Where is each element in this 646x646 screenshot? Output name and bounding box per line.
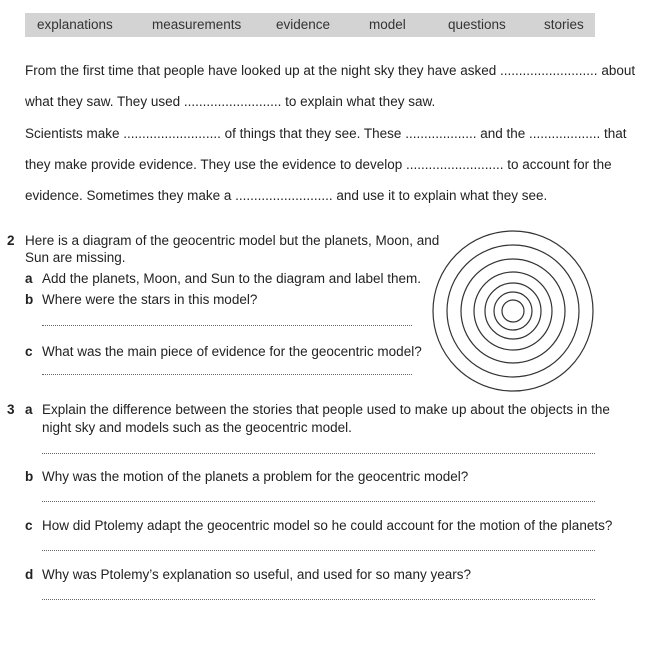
sub-question-text: What was the main piece of evidence for the geocentric model?: [42, 344, 422, 359]
sub-question-text: Add the planets, Moon, and Sun to the diagram and label them.: [42, 271, 422, 286]
passage-text: and the: [476, 126, 530, 141]
answer-line[interactable]: [42, 374, 412, 375]
passage-line-1: [25, 63, 635, 78]
passage-text: that: [600, 126, 627, 141]
blank-field[interactable]: ..........................: [123, 126, 221, 141]
question-stem: Sun are missing.: [25, 250, 126, 265]
orbit-ring: [494, 292, 532, 330]
question-number: 3: [7, 402, 15, 417]
orbit-ring: [461, 259, 565, 363]
sub-question-text: Where were the stars in this model?: [42, 292, 258, 307]
passage-text: From the first time that people have looked up at the night sky they have asked: [25, 63, 501, 78]
blank-field[interactable]: ...................: [405, 126, 477, 141]
passage-text: about: [597, 63, 636, 78]
word-bank-item: measurements: [152, 17, 242, 32]
sub-question-label: c: [25, 344, 33, 359]
answer-line[interactable]: [42, 325, 412, 326]
question-number: 2: [7, 233, 15, 248]
passage-line-5: [25, 188, 547, 203]
sub-question-text: Why was the motion of the planets a problem for the geocentric model?: [42, 469, 469, 484]
geocentric-model-diagram[interactable]: [428, 226, 598, 396]
sub-question-text: night sky and models such as the geocentric model.: [42, 420, 352, 435]
sub-question-text: How did Ptolemy adapt the geocentric model so he could account for the motion of the planets?: [42, 518, 613, 533]
passage-text: evidence. Sometimes they make a: [25, 188, 236, 203]
sub-question-text: Explain the difference between the stories that people used to make up about the objects in the: [42, 402, 610, 417]
passage-line-4: [25, 157, 612, 172]
answer-line[interactable]: [42, 501, 595, 502]
blank-field[interactable]: ...................: [529, 126, 601, 141]
sub-question-label: b: [25, 292, 34, 307]
word-bank-item: questions: [448, 17, 506, 32]
orbit-ring: [447, 245, 579, 377]
passage-text: what they saw. They used: [25, 94, 184, 109]
sub-question-text: Why was Ptolemy’s explanation so useful, and used for so many years?: [42, 567, 471, 582]
sub-question-label: b: [25, 469, 34, 484]
blank-field[interactable]: ..........................: [235, 188, 333, 203]
passage-text: to account for the: [503, 157, 612, 172]
passage-text: of things that they see. These: [220, 126, 406, 141]
earth-center: [502, 300, 524, 322]
passage-line-3: [25, 126, 627, 141]
answer-line[interactable]: [42, 550, 595, 551]
blank-field[interactable]: ..........................: [406, 157, 504, 172]
orbit-ring: [474, 272, 552, 350]
question-stem: Here is a diagram of the geocentric model but the planets, Moon, and: [25, 233, 440, 248]
word-bank: [25, 13, 595, 37]
word-bank-item: evidence: [276, 17, 331, 32]
blank-field[interactable]: ..........................: [500, 63, 598, 78]
word-bank-item: stories: [544, 17, 584, 32]
passage-line-2: [25, 94, 435, 109]
passage-text: to explain what they saw.: [281, 94, 436, 109]
answer-line[interactable]: [42, 453, 595, 454]
passage-text: they make provide evidence. They use the evidence to develop: [25, 157, 406, 172]
word-bank-item: model: [369, 17, 406, 32]
sub-question-label: c: [25, 518, 33, 533]
passage-text: and use it to explain what they see.: [332, 188, 548, 203]
sub-question-label: a: [25, 271, 33, 286]
word-bank-item: explanations: [37, 17, 113, 32]
answer-line[interactable]: [42, 599, 595, 600]
sub-question-label: a: [25, 402, 33, 417]
blank-field[interactable]: ..........................: [183, 94, 282, 109]
sub-question-label: d: [25, 567, 34, 582]
orbit-ring: [433, 231, 593, 391]
passage-text: Scientists make: [25, 126, 124, 141]
